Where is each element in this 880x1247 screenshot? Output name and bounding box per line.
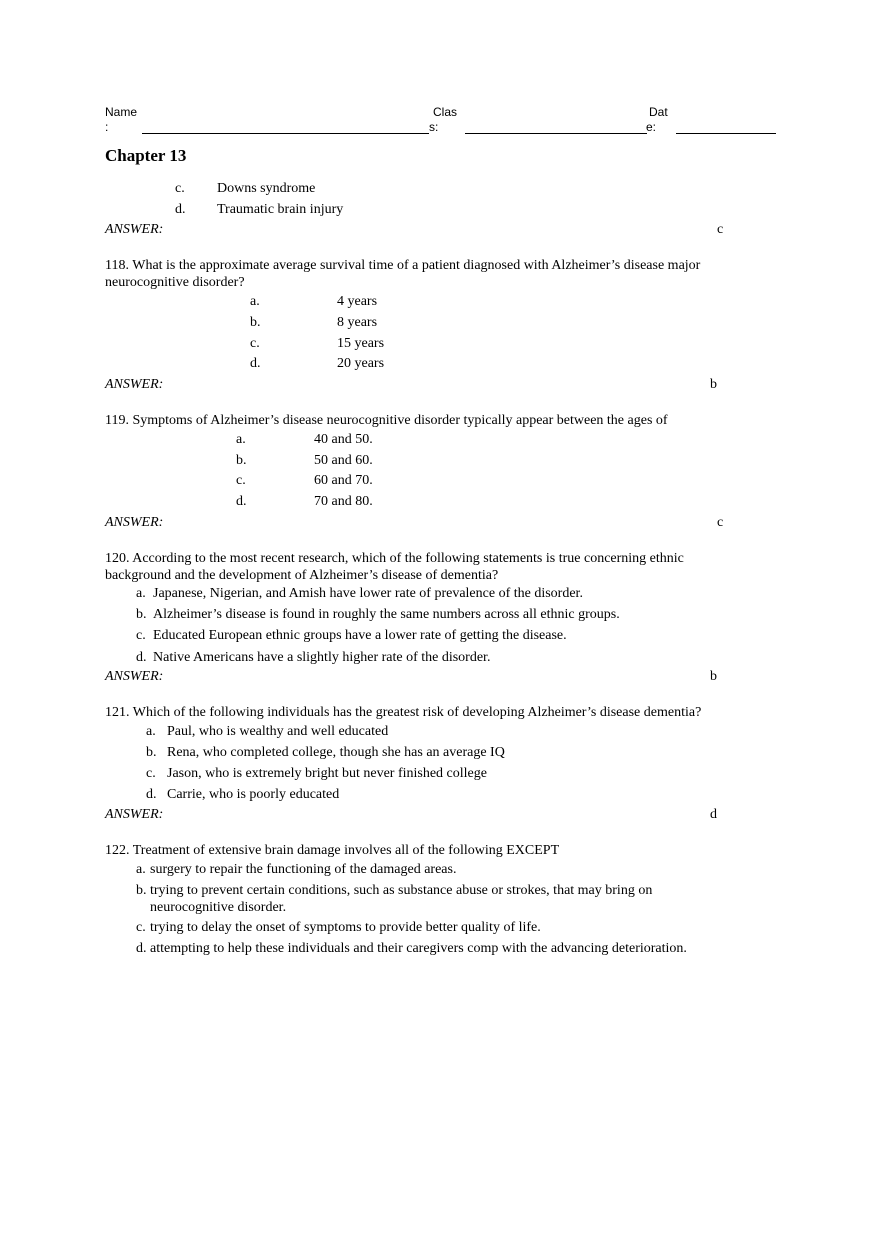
option-letter: c. <box>146 766 156 781</box>
option-letter: d. <box>136 650 147 665</box>
option-text-continued: neurocognitive disorder. <box>150 900 287 915</box>
question-stem: background and the development of Alzheimer’s disease of dementia? <box>105 568 499 583</box>
option-text: 8 years <box>337 315 378 330</box>
option-letter: b. <box>250 315 261 330</box>
answer-label: ANSWER: <box>105 807 164 822</box>
option-letter: d. <box>175 202 186 217</box>
answer-label: ANSWER: <box>105 515 164 530</box>
option-text: 4 years <box>337 294 378 309</box>
question-stem: 118. What is the approximate average survival time of a patient diagnosed with Alzheimer’s disease major <box>105 258 701 273</box>
option-letter: a. <box>136 586 146 601</box>
question-stem: 121. Which of the following individuals has the greatest risk of developing Alzheimer’s disease dementia? <box>105 705 702 720</box>
option-letter: d. <box>136 941 147 956</box>
option-text: Downs syndrome <box>217 181 316 196</box>
option-letter: b. <box>136 607 147 622</box>
name-label-colon: : <box>105 120 109 134</box>
answer-value: c <box>717 515 724 530</box>
option-text: Educated European ethnic groups have a lower rate of getting the disease. <box>153 628 567 643</box>
class-label: Clas <box>433 105 458 119</box>
option-letter: d. <box>146 787 157 802</box>
option-letter: c. <box>175 181 185 196</box>
option-letter: a. <box>146 724 156 739</box>
class-label-suffix: s: <box>429 120 439 134</box>
option-text: attempting to help these individuals and their caregivers comp with the advancing deterioration. <box>150 941 687 956</box>
option-text: trying to delay the onset of symptoms to provide better quality of life. <box>150 920 541 935</box>
option-letter: a. <box>136 862 146 877</box>
option-letter: c. <box>250 336 260 351</box>
option-text: 60 and 70. <box>314 473 373 488</box>
option-letter: a. <box>236 432 246 447</box>
option-letter: c. <box>236 473 246 488</box>
option-letter: b. <box>236 453 247 468</box>
date-label: Dat <box>649 105 668 119</box>
option-letter: d. <box>250 356 261 371</box>
option-text: Japanese, Nigerian, and Amish have lower rate of prevalence of the disorder. <box>153 586 583 601</box>
answer-value: b <box>710 669 717 684</box>
answer-value: d <box>710 807 717 822</box>
answer-label: ANSWER: <box>105 377 164 392</box>
option-text: Traumatic brain injury <box>217 202 344 217</box>
option-letter: c. <box>136 920 146 935</box>
question-stem: 122. Treatment of extensive brain damage involves all of the following EXCEPT <box>105 843 560 858</box>
answer-label: ANSWER: <box>105 669 164 684</box>
option-text: Carrie, who is poorly educated <box>167 787 340 802</box>
option-text: surgery to repair the functioning of the damaged areas. <box>150 862 457 877</box>
option-letter: b. <box>146 745 157 760</box>
question-stem: neurocognitive disorder? <box>105 275 245 290</box>
option-text: trying to prevent certain conditions, such as substance abuse or strokes, that may bring on <box>150 883 653 898</box>
name-label: Name <box>105 105 138 119</box>
class-line[interactable] <box>465 133 647 134</box>
answer-value: b <box>710 377 717 392</box>
option-text: 40 and 50. <box>314 432 373 447</box>
option-text: 15 years <box>337 336 385 351</box>
option-letter: d. <box>236 494 247 509</box>
option-text: Native Americans have a slightly higher rate of the disorder. <box>153 650 491 665</box>
option-text: Rena, who completed college, though she has an average IQ <box>167 745 505 760</box>
option-text: Jason, who is extremely bright but never finished college <box>167 766 487 781</box>
name-line[interactable] <box>142 133 429 134</box>
answer-label: ANSWER: <box>105 222 164 237</box>
answer-value: c <box>717 222 724 237</box>
question-stem: 120. According to the most recent research, which of the following statements is true concerning ethnic <box>105 551 684 566</box>
option-letter: c. <box>136 628 146 643</box>
option-text: 70 and 80. <box>314 494 373 509</box>
option-text: Alzheimer’s disease is found in roughly the same numbers across all ethnic groups. <box>153 607 620 622</box>
option-letter: b. <box>136 883 147 898</box>
option-text: Paul, who is wealthy and well educated <box>167 724 389 739</box>
question-stem: 119. Symptoms of Alzheimer’s disease neurocognitive disorder typically appear between the ages of <box>105 413 668 428</box>
option-letter: a. <box>250 294 260 309</box>
date-line[interactable] <box>676 133 776 134</box>
date-label-suffix: e: <box>646 120 657 134</box>
option-text: 50 and 60. <box>314 453 373 468</box>
option-text: 20 years <box>337 356 385 371</box>
chapter-title: Chapter 13 <box>105 146 187 165</box>
